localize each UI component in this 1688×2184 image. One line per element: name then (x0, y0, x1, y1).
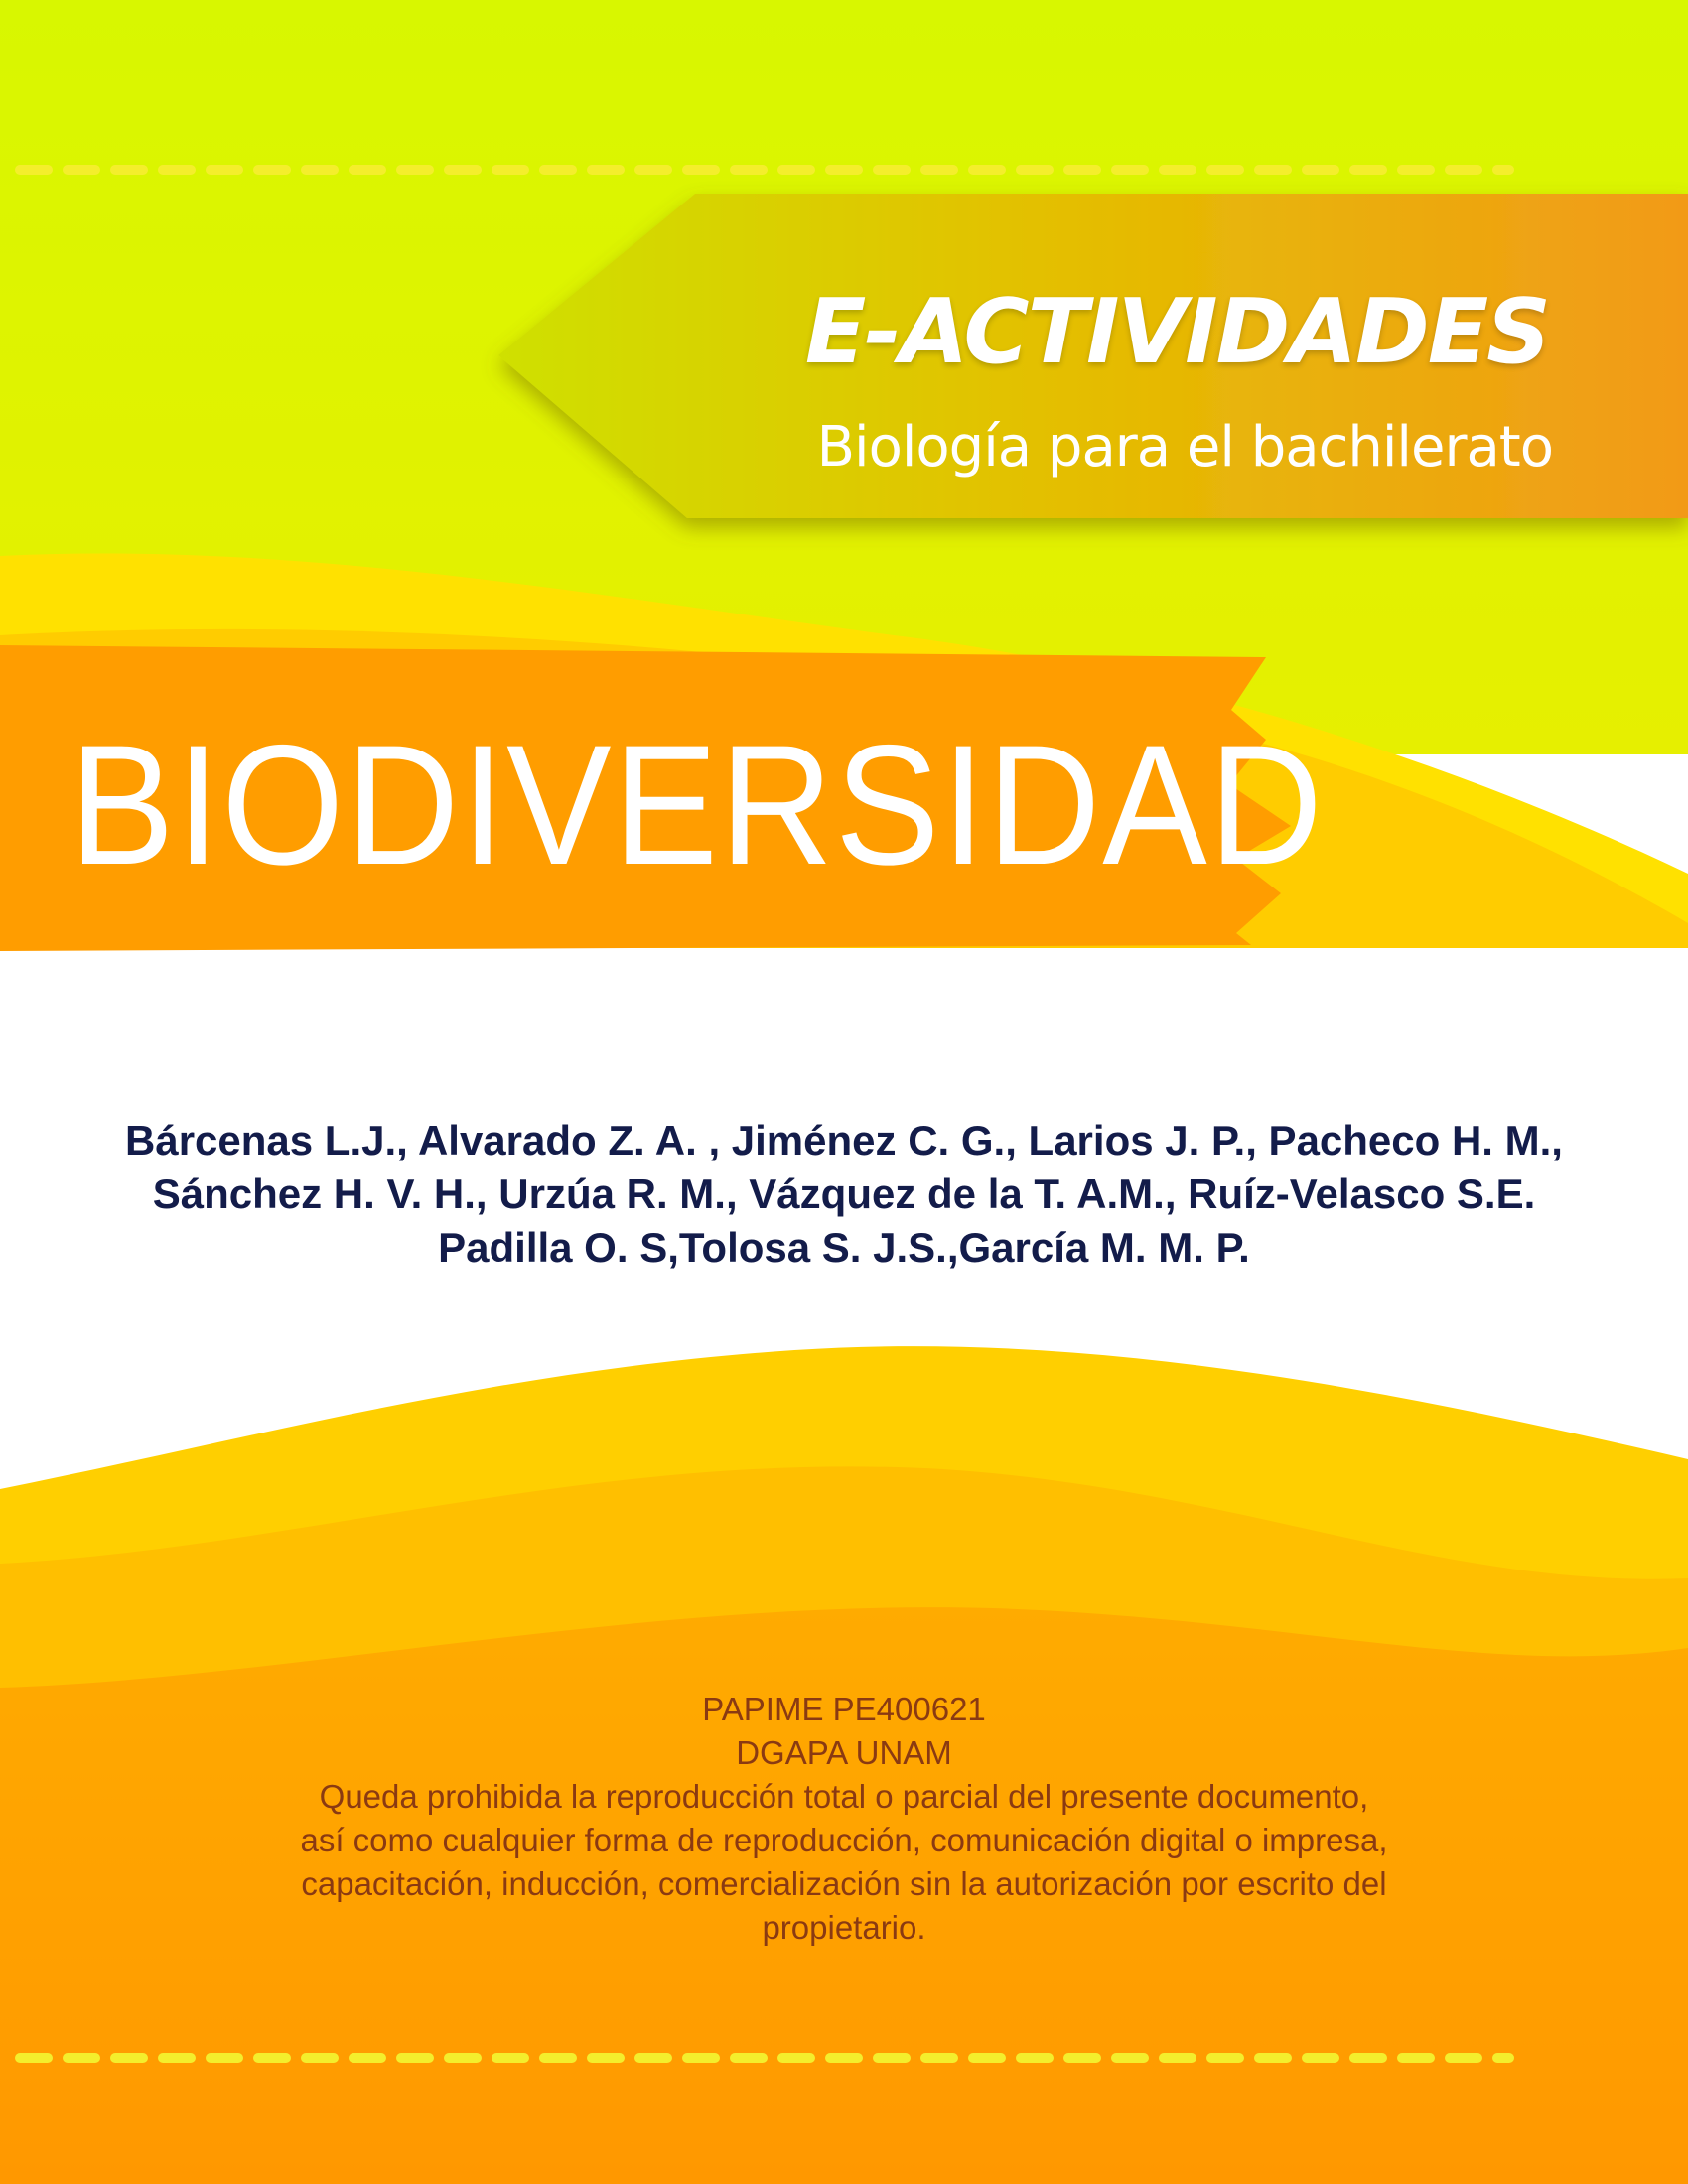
series-subtitle: Biología para el bachilerato (816, 415, 1553, 479)
institution: DGAPA UNAM (736, 1734, 952, 1771)
copyright-notice-line: así como cualquier forma de reproducción, comunicación digital o impresa, (300, 1822, 1388, 1858)
authors-line: Padilla O. S,Tolosa S. J.S.,García M. M. P. (438, 1224, 1250, 1271)
copyright-notice-line: Queda prohibida la reproducción total o parcial del presente documento, (319, 1778, 1369, 1815)
copyright-notice-line: propietario. (762, 1909, 926, 1946)
series-title: E-ACTIVIDADES (804, 280, 1549, 384)
copyright-notice-line: capacitación, inducción, comercialización sin la autorización por escrito del (301, 1865, 1387, 1902)
authors-block (0, 1114, 1688, 1275)
authors-line: Sánchez H. V. H., Urzúa R. M., Vázquez de la T. A.M., Ruíz-Velasco S.E. (152, 1170, 1536, 1217)
footer-block (0, 1688, 1688, 1950)
main-title: BIODIVERSIDAD (70, 710, 1325, 900)
project-code: PAPIME PE400621 (702, 1691, 986, 1727)
authors-line: Bárcenas L.J., Alvarado Z. A. , Jiménez C. G., Larios J. P., Pacheco H. M., (125, 1117, 1563, 1163)
